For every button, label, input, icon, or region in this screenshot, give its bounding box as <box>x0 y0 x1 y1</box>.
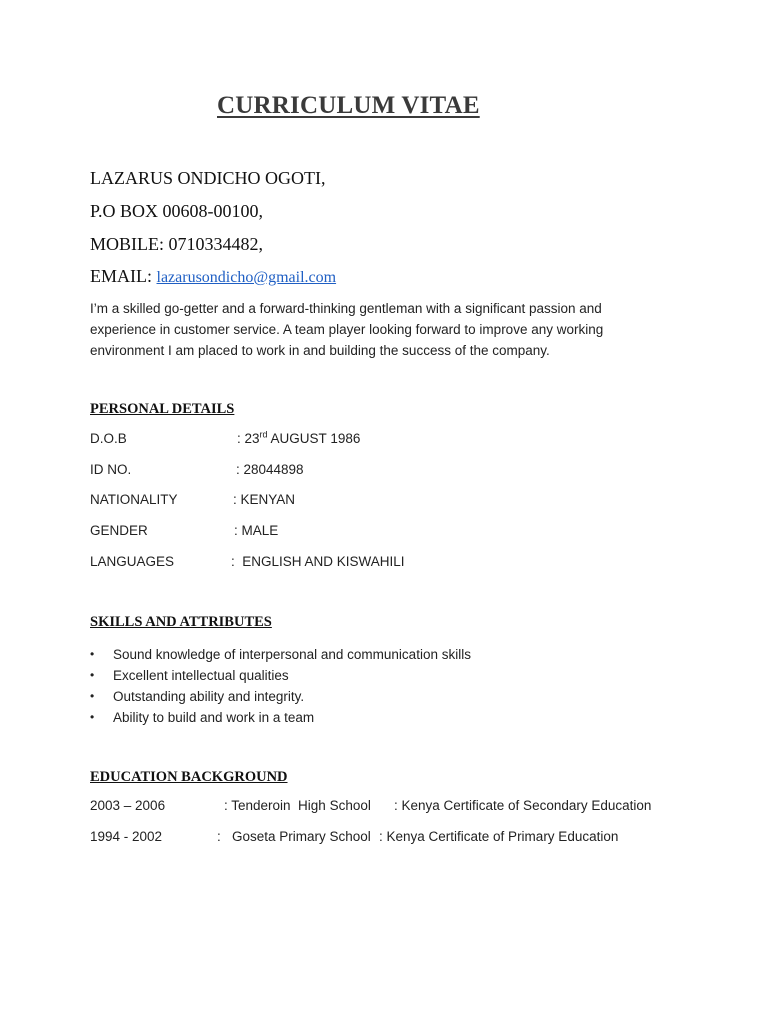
detail-row-dob <box>90 431 490 451</box>
education-school: : Tenderoin High School <box>224 798 371 813</box>
detail-label: NATIONALITY <box>90 492 178 507</box>
detail-value: : 28044898 <box>236 462 304 477</box>
education-qualification: : Kenya Certificate of Secondary Education <box>394 798 652 813</box>
contact-name: LAZARUS ONDICHO OGOTI, <box>90 168 326 188</box>
education-qualification: : Kenya Certificate of Primary Education <box>379 829 619 844</box>
detail-label: D.O.B <box>90 431 127 446</box>
bullet-icon: • <box>90 647 95 661</box>
detail-label: GENDER <box>90 523 148 538</box>
bullet-icon: • <box>90 668 95 682</box>
list-item: • Ability to build and work in a team <box>90 707 471 728</box>
education-row <box>90 798 690 818</box>
contact-pobox: P.O BOX 00608-00100, <box>90 201 264 221</box>
email-link[interactable]: lazarusondicho@gmail.com <box>156 269 337 286</box>
email-label: EMAIL: <box>90 266 152 286</box>
list-item: • Outstanding ability and integrity. <box>90 686 471 707</box>
education-years: 1994 - 2002 <box>90 829 163 844</box>
detail-row-gender <box>90 523 490 543</box>
bullet-icon: • <box>90 689 95 703</box>
detail-label: ID NO. <box>90 462 132 477</box>
education-school: : Goseta Primary School <box>217 829 371 844</box>
skills-heading: SKILLS AND ATTRIBUTES <box>90 614 272 630</box>
education-years: 2003 – 2006 <box>90 798 166 813</box>
detail-value: : KENYAN <box>233 492 296 507</box>
detail-value: : 23rd AUGUST 1986 <box>237 429 361 446</box>
skills-list <box>90 644 471 728</box>
list-item: • Excellent intellectual qualities <box>90 665 471 686</box>
list-item: • Sound knowledge of interpersonal and communication skills <box>90 644 471 665</box>
bullet-icon: • <box>90 710 95 724</box>
document-title: CURRICULUM VITAE <box>217 92 480 119</box>
detail-row-nationality <box>90 492 490 512</box>
contact-email-line <box>90 266 336 287</box>
profile-summary: I’m a skilled go-getter and a forward-thinking gentleman with a significant passion and experience in customer service. A team player looking forward to improve any working environment I am placed to work in and building the success of the company. <box>90 301 604 358</box>
detail-row-languages <box>90 554 490 574</box>
detail-value: : MALE <box>234 523 279 538</box>
detail-value: : ENGLISH AND KISWAHILI <box>231 554 405 569</box>
detail-label: LANGUAGES <box>90 554 175 569</box>
detail-row-id <box>90 462 490 482</box>
education-row <box>90 829 690 849</box>
contact-mobile: MOBILE: 0710334482, <box>90 234 263 254</box>
personal-details-heading: PERSONAL DETAILS <box>90 401 235 417</box>
education-heading: EDUCATION BACKGROUND <box>90 769 288 785</box>
